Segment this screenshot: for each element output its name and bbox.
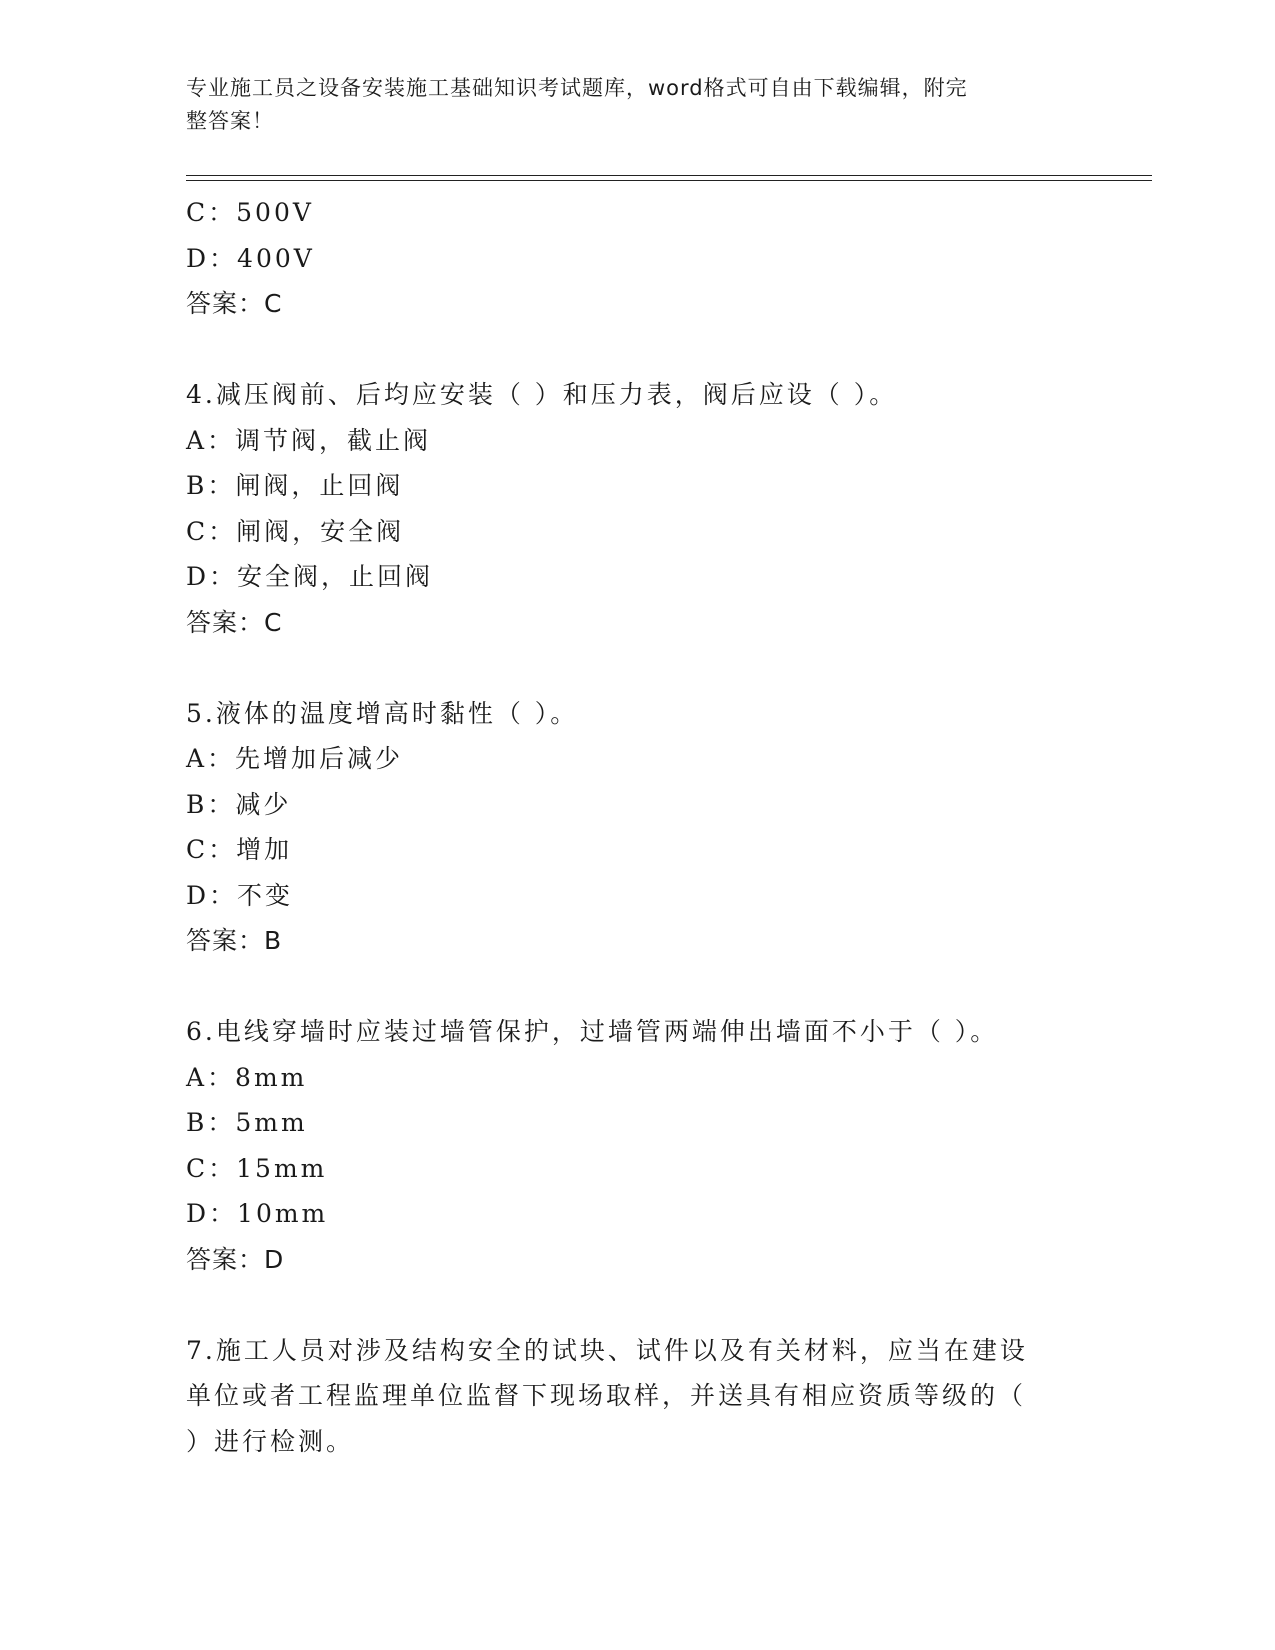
- option-c: C：500V: [186, 198, 314, 227]
- question-4: [186, 372, 1086, 645]
- question-stem-line-3: ）进行检测。: [186, 1426, 355, 1456]
- answer-text: 答案：C: [186, 289, 283, 318]
- question-7: [186, 1328, 1086, 1465]
- header-line-1: 专业施工员之设备安装施工基础知识考试题库，word格式可自由下载编辑，附完: [186, 76, 968, 100]
- spacer: [186, 327, 1086, 373]
- option-d: D：400V: [186, 243, 315, 273]
- option-c: C：15mm: [186, 1153, 328, 1183]
- question-stem: 6.电线穿墙时应装过墙管保护，过墙管两端伸出墙面不小于（ ）。: [186, 1017, 999, 1046]
- answer-text: 答案：B: [186, 926, 283, 955]
- question-stem: 5.液体的温度增高时黏性（ ）。: [186, 698, 579, 728]
- option-b: B：减少: [186, 789, 292, 819]
- option-a: A：调节阀，截止阀: [186, 425, 432, 455]
- option-c: C：闸阀，安全阀: [186, 516, 405, 546]
- header-line-2: 整答案！: [186, 109, 274, 133]
- option-d: D：安全阀，止回阀: [186, 562, 434, 591]
- option-a: A：先增加后减少: [186, 744, 404, 773]
- option-a: A：8mm: [186, 1062, 308, 1092]
- question-list: [186, 190, 1086, 1464]
- spacer: [186, 964, 1086, 1010]
- option-b: B：5mm: [186, 1108, 308, 1137]
- header-divider-top: [186, 175, 1152, 176]
- question-6: [186, 1009, 1086, 1282]
- question-stem-line-2: 单位或者工程监理单位监督下现场取样，并送具有相应资质等级的（: [186, 1381, 1027, 1410]
- spacer: [186, 1282, 1086, 1328]
- spacer: [186, 645, 1086, 691]
- option-d: D：10mm: [186, 1199, 329, 1228]
- question-stem-line-1: 7.施工人员对涉及结构安全的试块、试件以及有关材料，应当在建设: [186, 1335, 1028, 1365]
- question-stem: 4.减压阀前、后均应安装（ ）和压力表，阀后应设（ ）。: [186, 380, 898, 409]
- answer-text: 答案：C: [186, 607, 283, 637]
- option-b: B：闸阀，止回阀: [186, 471, 404, 500]
- option-d: D：不变: [186, 880, 294, 910]
- question-5: [186, 691, 1086, 964]
- document-header: [186, 72, 1066, 138]
- answer-text: 答案：D: [186, 1244, 285, 1274]
- question-3-continuation: [186, 190, 1086, 327]
- option-c: C：增加: [186, 835, 293, 864]
- header-divider-bottom: [186, 180, 1152, 181]
